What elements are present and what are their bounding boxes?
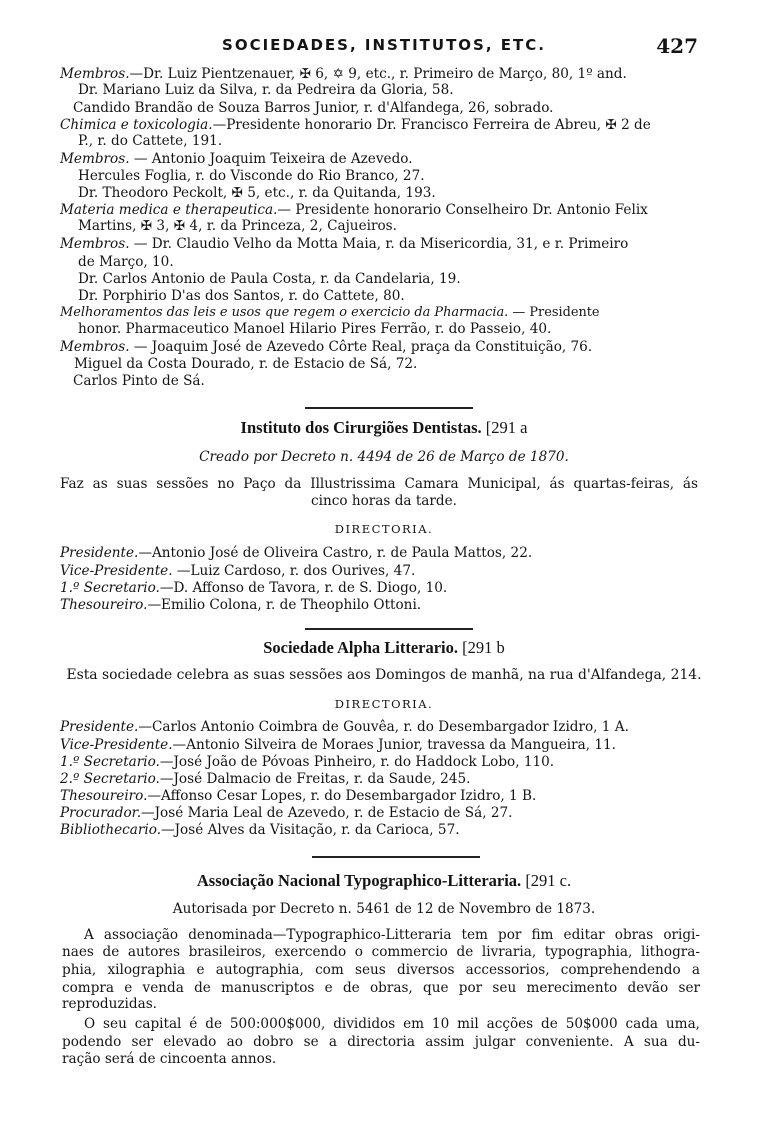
list-item: Membros.—Dr. Luiz Pientzenauer, ✠ 6, ✡ 9, etc., r. Primeiro de Março, 80, 1º and. — [60, 66, 627, 82]
paragraph-line: ração será de cincoenta annos. — [62, 1051, 277, 1067]
list-item: Dr. Carlos Antonio de Paula Costa, r. da Candelaria, 19. — [78, 271, 461, 287]
list-item: Hercules Foglia, r. do Visconde do Rio Branco, 27. — [78, 168, 425, 184]
section-title: Associação Nacional Typographico-Litteraria. [291 c. — [196, 871, 572, 890]
section-subtitle: Autorisada por Decreto n. 5461 de 12 de Novembro de 1873. — [172, 901, 596, 917]
directory-label: DIRECTORIA. — [334, 522, 434, 536]
list-item: 1.º Secretario.—José João de Póvoas Pinheiro, r. do Haddock Lobo, 110. — [60, 754, 555, 770]
running-title: SOCIEDADES, INSTITUTOS, ETC. — [222, 36, 546, 54]
list-item: 1.º Secretario.—D. Affonso de Tavora, r. de S. Diogo, 10. — [60, 580, 448, 596]
section-title: Sociedade Alpha Litterario. [291 b — [263, 638, 505, 657]
section-title: Instituto dos Cirurgiões Dentistas. [291 a — [240, 418, 528, 437]
page-header — [0, 34, 768, 58]
list-item: Chimica e toxicologia.—Presidente honorario Dr. Francisco Ferreira de Abreu, ✠ 2 de — [60, 117, 651, 133]
directory-label: DIRECTORIA. — [334, 697, 434, 711]
list-item: de Março, 10. — [78, 254, 174, 270]
list-item: Membros. — Joaquim José de Azevedo Côrte Real, praça da Constituição, 76. — [60, 339, 593, 355]
list-item: Dr. Theodoro Peckolt, ✠ 5, etc., r. da Quitanda, 193. — [78, 185, 436, 201]
list-item: Melhoramentos das leis e usos que regem o exercicio da Pharmacia. — Presidente — [60, 305, 600, 320]
list-item: Vice-Presidente.—Antonio Silveira de Moraes Junior, travessa da Mangueira, 11. — [60, 737, 616, 753]
list-item: 2.º Secretario.—José Dalmacio de Freitas, r. da Saude, 245. — [60, 771, 471, 787]
list-item: Martins, ✠ 3, ✠ 4, r. da Princeza, 2, Cajueiros. — [78, 218, 397, 234]
paragraph: cinco horas da tarde. — [311, 493, 457, 509]
list-item: Dr. Porphirio D'as dos Santos, r. do Cattete, 80. — [78, 288, 405, 304]
list-item: honor. Pharmaceutico Manoel Hilario Pires Ferrão, r. do Passeio, 40. — [78, 321, 552, 337]
list-item: Carlos Pinto de Sá. — [73, 373, 205, 389]
paragraph: Faz as suas sessões no Paço da Illustrissima Camara Municipal, ás quartas-feiras, ás — [60, 476, 698, 492]
list-item: Bibliothecario.—José Alves da Visitação, r. da Carioca, 57. — [60, 822, 460, 838]
section-subtitle: Creado por Decreto n. 4494 de 26 de Março de 1870. — [199, 449, 569, 465]
list-item: Procurador.—José Maria Leal de Azevedo, r. de Estacio de Sá, 27. — [60, 805, 513, 821]
paragraph-line: reproduzidas. — [62, 996, 157, 1012]
page-number: 427 — [656, 34, 698, 58]
list-item: Thesoureiro.—Emilio Colona, r. de Theophilo Ottoni. — [60, 597, 422, 613]
list-item: Presidente.—Carlos Antonio Coimbra de Gouvêa, r. do Desembargador Izidro, 1 A. — [60, 719, 629, 735]
section-divider — [305, 407, 473, 409]
section-divider — [312, 856, 480, 858]
paragraph: Esta sociedade celebra as suas sessões aos Domingos de manhã, na rua d'Alfandega, 214. — [66, 667, 702, 683]
list-item: Membros. — Dr. Claudio Velho da Motta Maia, r. da Misericordia, 31, e r. Primeiro — [60, 236, 629, 252]
section-divider — [305, 628, 473, 630]
list-item: Presidente.—Antonio José de Oliveira Castro, r. de Paula Mattos, 22. — [60, 545, 533, 561]
list-item: Vice-Presidente. —Luiz Cardoso, r. dos Ourives, 47. — [60, 563, 416, 579]
paragraph-line: phia, xilographia e autographia, com seus diversos accessorios, comprehendendo a — [62, 962, 700, 978]
list-item: Candido Brandão de Souza Barros Junior, r. d'Alfandega, 26, sobrado. — [73, 100, 554, 116]
list-item: Materia medica e therapeutica.— Presidente honorario Conselheiro Dr. Antonio Felix — [60, 202, 648, 218]
paragraph-line: compra e venda de manuscriptos e de obras, que por seu merecimento devão ser — [62, 980, 700, 996]
list-item: P., r. do Cattete, 191. — [78, 133, 223, 149]
list-item: Dr. Mariano Luiz da Silva, r. da Pedreira da Gloria, 58. — [78, 82, 454, 98]
paragraph-line: naes de autores brasileiros, exercendo o commercio de livraria, typographia, lithogra- — [62, 944, 700, 960]
list-item: Miguel da Costa Dourado, r. de Estacio de Sá, 72. — [74, 356, 418, 372]
paragraph-line: A associação denominada—Typographico-Litteraria tem por fim editar obras origi- — [84, 927, 700, 943]
paragraph-line: O seu capital é de 500:000$000, divididos em 10 mil acções de 50$000 cada uma, — [84, 1016, 700, 1032]
list-item: Thesoureiro.—Affonso Cesar Lopes, r. do Desembargador Izidro, 1 B. — [60, 788, 537, 804]
list-item: Membros. — Antonio Joaquim Teixeira de Azevedo. — [60, 151, 413, 167]
paragraph-line: podendo ser elevado ao dobro se a directoria assim julgar conveniente. A sua du- — [62, 1034, 700, 1050]
